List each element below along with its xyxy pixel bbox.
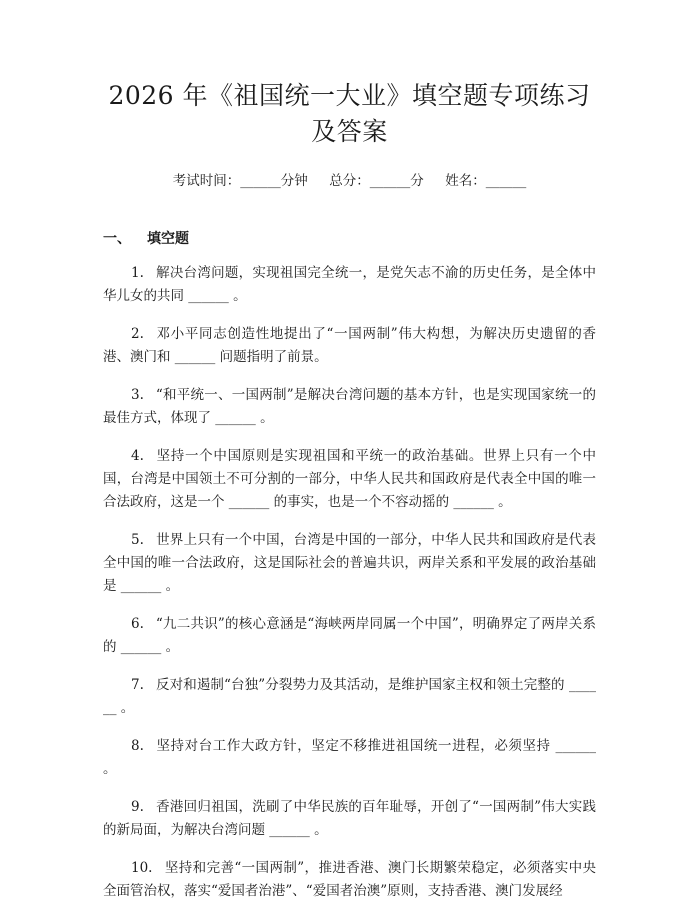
question-item bbox=[103, 796, 596, 842]
question-item bbox=[103, 529, 596, 598]
question-text: 世界上只有一个中国，台湾是中国的一部分，中华人民共和国政府是代表全中国的唯一合法政府，这是国际社会的普遍共识，两岸关系和平发展的政治基础是 ______ 。 bbox=[103, 532, 596, 594]
question-text: 反对和遏制“台独”分裂势力及其活动，是维护国家主权和领土完整的 ______ 。 bbox=[103, 677, 596, 716]
question-text: 坚持一个中国原则是实现祖国和平统一的政治基础。世界上只有一个中国，台湾是中国领土不可分割的一部分，中华人民共和国政府是代表全中国的唯一合法政府，这是一个 ______ 的事实，也是一个不容动摇的 ______ 。 bbox=[103, 448, 596, 510]
question-number: 10. bbox=[131, 860, 153, 876]
question-number: 9. bbox=[131, 799, 144, 815]
question-text: 坚持和完善“一国两制”，推进香港、澳门长期繁荣稳定，必须落实中央全面管治权，落实“爱国者治港”、“爱国者治澳”原则，支持香港、澳门发展经 bbox=[103, 860, 596, 899]
question-number: 6. bbox=[131, 616, 144, 632]
question-list bbox=[103, 262, 596, 903]
question-item bbox=[103, 384, 596, 430]
question-item bbox=[103, 735, 596, 781]
question-item bbox=[103, 674, 596, 720]
question-number: 8. bbox=[131, 738, 144, 754]
section-number: 一、 bbox=[103, 231, 131, 247]
question-text: 解决台湾问题，实现祖国完全统一，是党矢志不渝的历史任务，是全体中华儿女的共同 ______ 。 bbox=[103, 265, 596, 304]
question-item bbox=[103, 613, 596, 659]
question-number: 4. bbox=[131, 448, 144, 464]
question-item bbox=[103, 445, 596, 514]
question-text: 坚持对台工作大政方针，坚定不移推进祖国统一进程，必须坚持 ______ 。 bbox=[103, 738, 596, 777]
document-title: 2026 年《祖国统一大业》填空题专项练习及答案 bbox=[108, 81, 591, 146]
question-text: “和平统一、一国两制”是解决台湾问题的基本方针，也是实现国家统一的最佳方式，体现了 ______ 。 bbox=[103, 387, 596, 426]
question-number: 2. bbox=[131, 326, 144, 342]
exam-info-line: 考试时间：______分钟 总分：______分 姓名：______ bbox=[172, 173, 527, 189]
question-number: 7. bbox=[131, 677, 144, 693]
question-number: 3. bbox=[131, 387, 144, 403]
question-number: 1. bbox=[131, 265, 144, 281]
question-item bbox=[103, 323, 596, 369]
question-text: “九二共识”的核心意涵是“海峡两岸同属一个中国”，明确界定了两岸关系的 ______ 。 bbox=[103, 616, 596, 655]
question-text: 邓小平同志创造性地提出了“一国两制”伟大构想，为解决历史遗留的香港、澳门和 ______ 问题指明了前景。 bbox=[103, 326, 596, 365]
section-heading bbox=[103, 229, 596, 249]
section-title: 填空题 bbox=[147, 231, 189, 247]
question-item bbox=[103, 262, 596, 308]
question-item bbox=[103, 857, 596, 903]
question-number: 5. bbox=[131, 532, 144, 548]
question-text: 香港回归祖国，洗刷了中华民族的百年耻辱，开创了“一国两制”伟大实践的新局面，为解决台湾问题 ______ 。 bbox=[103, 799, 596, 838]
